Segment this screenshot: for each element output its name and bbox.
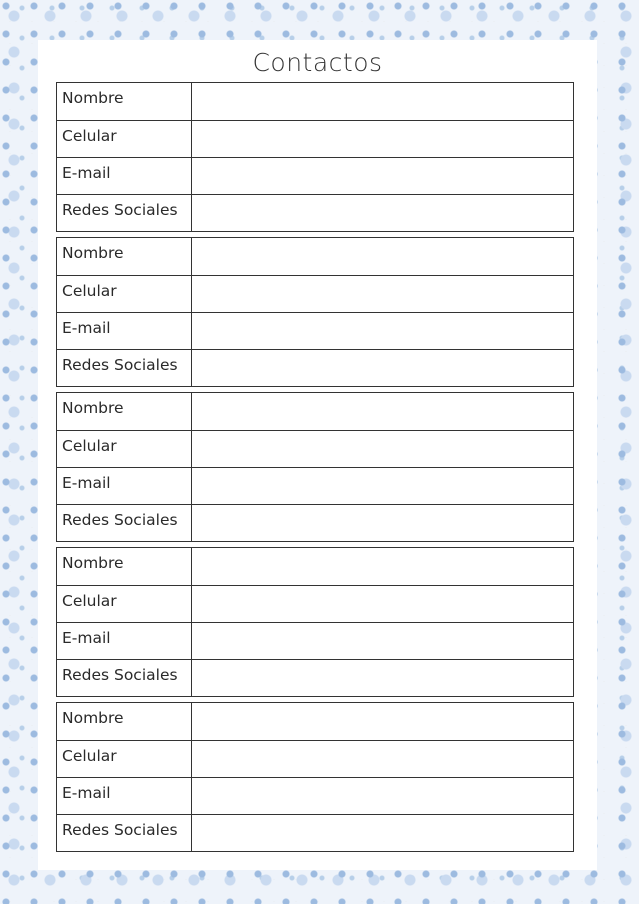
field-row-email (57, 622, 573, 659)
field-input[interactable] (192, 703, 573, 740)
field-input[interactable] (192, 431, 573, 467)
field-input[interactable] (192, 238, 573, 275)
field-row-nombre (57, 238, 573, 275)
page-sheet (38, 40, 597, 870)
field-label: Celular (57, 586, 192, 622)
contact-card-5 (56, 702, 574, 852)
field-row-celular (57, 585, 573, 622)
contact-card-4 (56, 547, 574, 697)
field-input[interactable] (192, 778, 573, 814)
field-row-celular (57, 740, 573, 777)
field-row-redes (57, 659, 573, 696)
field-row-email (57, 157, 573, 194)
field-label: Celular (57, 276, 192, 312)
field-input[interactable] (192, 468, 573, 504)
field-label: Redes Sociales (57, 505, 192, 541)
field-row-redes (57, 504, 573, 541)
field-input[interactable] (192, 623, 573, 659)
field-label: E-mail (57, 158, 192, 194)
page-title: Contactos (252, 48, 383, 77)
contact-card-1 (56, 82, 574, 232)
field-input[interactable] (192, 660, 573, 696)
field-label: Celular (57, 741, 192, 777)
field-label: E-mail (57, 623, 192, 659)
field-input[interactable] (192, 276, 573, 312)
field-label: Redes Sociales (57, 195, 192, 231)
field-row-email (57, 777, 573, 814)
field-input[interactable] (192, 741, 573, 777)
field-label: Nombre (57, 548, 192, 585)
field-label: Nombre (57, 238, 192, 275)
field-input[interactable] (192, 815, 573, 851)
field-input[interactable] (192, 313, 573, 349)
field-row-celular (57, 275, 573, 312)
field-row-nombre (57, 83, 573, 120)
field-label: Redes Sociales (57, 660, 192, 696)
field-label: Redes Sociales (57, 350, 192, 386)
field-row-nombre (57, 703, 573, 740)
field-input[interactable] (192, 195, 573, 231)
field-input[interactable] (192, 158, 573, 194)
contact-card-3 (56, 392, 574, 542)
field-label: E-mail (57, 313, 192, 349)
field-input[interactable] (192, 393, 573, 430)
field-label: Celular (57, 121, 192, 157)
field-input[interactable] (192, 548, 573, 585)
field-input[interactable] (192, 505, 573, 541)
field-label: E-mail (57, 778, 192, 814)
field-row-celular (57, 120, 573, 157)
field-row-celular (57, 430, 573, 467)
field-label: Nombre (57, 83, 192, 120)
field-row-email (57, 312, 573, 349)
field-row-nombre (57, 548, 573, 585)
field-label: Nombre (57, 393, 192, 430)
field-input[interactable] (192, 586, 573, 622)
field-input[interactable] (192, 350, 573, 386)
field-input[interactable] (192, 83, 573, 120)
field-row-redes (57, 349, 573, 386)
field-input[interactable] (192, 121, 573, 157)
field-row-redes (57, 814, 573, 851)
contact-card-2 (56, 237, 574, 387)
field-row-redes (57, 194, 573, 231)
field-label: Nombre (57, 703, 192, 740)
field-row-nombre (57, 393, 573, 430)
field-row-email (57, 467, 573, 504)
field-label: E-mail (57, 468, 192, 504)
field-label: Redes Sociales (57, 815, 192, 851)
field-label: Celular (57, 431, 192, 467)
